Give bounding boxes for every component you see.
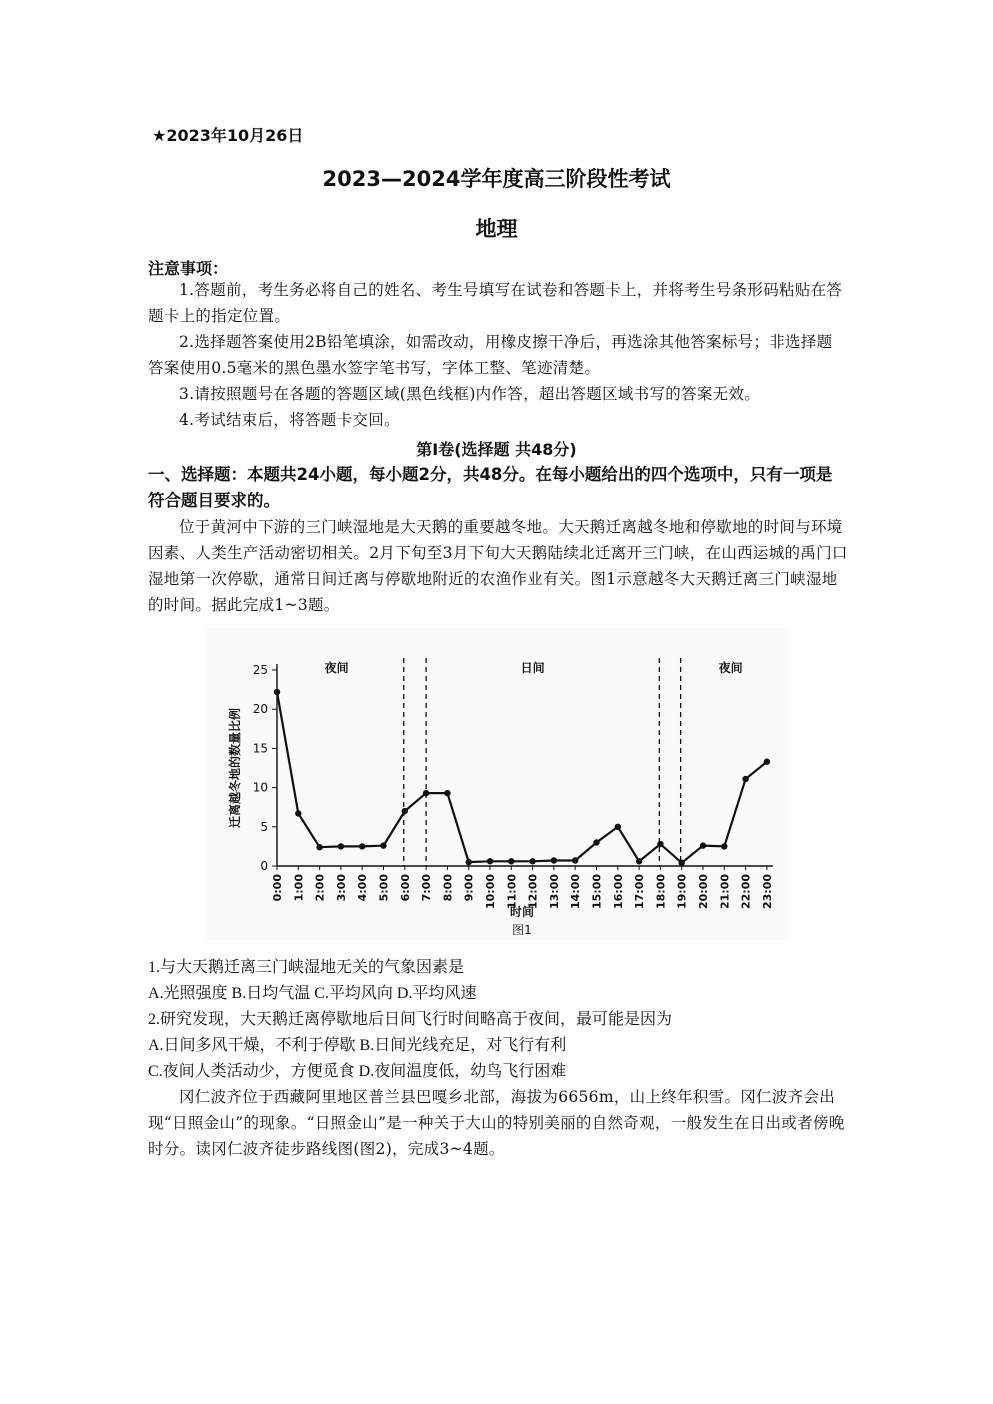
data-point <box>657 841 663 847</box>
x-tick-label: 12:00 <box>526 874 540 910</box>
note-item: 1.答题前，考生务必将自己的姓名、考生号填写在试卷和答题卡上，并将考生号条形码粘贴在答题卡上的指定位置。 <box>148 281 843 325</box>
data-point <box>721 843 727 849</box>
question-stem: 1.与大天鹅迁离三门峡湿地无关的气象因素是 <box>148 959 465 976</box>
figure-caption: 图1 <box>512 923 532 937</box>
data-point <box>615 824 621 830</box>
x-tick-label: 16:00 <box>611 874 625 910</box>
question-options: A.日间多风干燥，不利于停歇 B.日间光线充足，对飞行有利 <box>148 1037 567 1054</box>
period-label: 夜间 <box>324 661 349 675</box>
y-tick-label: 20 <box>252 702 268 717</box>
x-tick-label: 10:00 <box>484 874 497 910</box>
question-2 <box>148 1007 848 1085</box>
data-point <box>636 858 642 864</box>
data-point <box>338 843 344 849</box>
x-tick-label: 8:00 <box>441 874 455 902</box>
x-tick-label: 19:00 <box>675 874 689 910</box>
period-label: 夜间 <box>718 661 743 675</box>
x-tick-label: 22:00 <box>739 874 753 910</box>
data-point <box>316 844 322 850</box>
data-point <box>764 759 770 765</box>
exam-title: 2023—2024学年度高三阶段性考试 <box>322 167 671 191</box>
y-tick-label: 5 <box>260 819 268 834</box>
notes-list <box>148 277 848 433</box>
x-tick-label: 9:00 <box>462 874 476 902</box>
data-point <box>572 857 578 863</box>
note-item: 4.考试结束后，将答题卡交回。 <box>179 411 400 429</box>
exam-date: ★2023年10月26日 <box>152 126 304 145</box>
x-tick-label: 6:00 <box>398 874 412 902</box>
line-chart <box>205 628 790 940</box>
section-description: 一、选择题：本题共24小题，每小题2分，共48分。在每小题给出的四个选项中，只有一项是符合题目要求的。 <box>148 465 833 510</box>
data-point <box>508 858 514 864</box>
y-tick-label: 10 <box>252 780 268 795</box>
x-tick-label: 13:00 <box>547 874 561 910</box>
data-point <box>529 858 535 864</box>
passage-text: 冈仁波齐位于西藏阿里地区普兰县巴嘎乡北部，海拔为6656m，山上终年积雪。冈仁波齐会出现“日照金山”的现象。“日照金山”是一种关于大山的特别美丽的自然奇观，一般发生在日出或者傍晚时分。读冈仁波齐徒步路线图(图2)，完成3~4题。 <box>148 1088 845 1158</box>
data-point <box>466 859 472 865</box>
x-tick-label: 11:00 <box>505 874 519 910</box>
data-point <box>593 839 599 845</box>
y-tick-label: 0 <box>260 859 268 873</box>
data-point <box>380 842 386 848</box>
question-options: C.夜间人类活动少，方便觅食 D.夜间温度低，幼鸟飞行困难 <box>148 1063 567 1080</box>
series-line <box>277 692 767 863</box>
x-tick-label: 15:00 <box>590 874 604 910</box>
data-point <box>551 857 557 863</box>
data-point <box>679 860 685 866</box>
x-tick-label: 3:00 <box>334 874 348 902</box>
data-point <box>402 808 408 814</box>
data-point <box>742 776 748 782</box>
x-axis-label: 时间 <box>509 905 534 919</box>
period-label: 日间 <box>520 661 545 675</box>
x-tick-label: 5:00 <box>377 874 391 902</box>
figure-1 <box>205 628 790 940</box>
data-point <box>487 858 493 864</box>
x-tick-label: 14:00 <box>569 874 583 910</box>
x-tick-label: 23:00 <box>760 874 774 910</box>
data-point <box>444 790 450 796</box>
data-point <box>700 842 706 848</box>
x-tick-label: 17:00 <box>633 874 647 910</box>
y-tick-label: 25 <box>252 663 268 677</box>
passage-1 <box>148 514 848 618</box>
subject-title: 地理 <box>475 217 518 241</box>
y-axis-label: 迁离越冬地的数量比例 <box>228 707 242 829</box>
data-point <box>295 810 301 816</box>
notes-heading: 注意事项： <box>148 259 229 278</box>
x-tick-label: 18:00 <box>654 874 668 910</box>
section-title: 第Ⅰ卷(选择题 共48分) <box>416 440 577 459</box>
data-point <box>359 843 365 849</box>
passage-text: 位于黄河中下游的三门峡湿地是大天鹅的重要越冬地。大天鹅迁离越冬地和停歇地的时间与环境因素、人类生产活动密切相关。2月下旬至3月下旬大天鹅陆续北迁离开三门峡，在山西运城的禹门口湿地第一次停歇，通常日间迁离与停歇地附近的农渔作业有关。图1示意越冬大天鹅迁离三门峡湿地的时间。据此完成1~3题。 <box>148 518 848 614</box>
y-tick-label: 15 <box>252 741 268 756</box>
x-tick-label: 20:00 <box>697 874 710 910</box>
x-tick-label: 1:00 <box>292 874 306 902</box>
note-item: 3.请按照题号在各题的答题区域(黑色线框)内作答，超出答题区域书写的答案无效。 <box>179 385 761 403</box>
x-tick-label: 21:00 <box>718 874 732 910</box>
passage-2 <box>148 1084 848 1162</box>
question-options: A.光照强度 B.日均气温 C.平均风向 D.平均风速 <box>148 985 477 1002</box>
data-point <box>423 790 429 796</box>
question-1 <box>148 955 848 1007</box>
x-tick-label: 7:00 <box>420 874 434 902</box>
note-item: 2.选择题答案使用2B铅笔填涂，如需改动，用橡皮擦干净后，再选涂其他答案标号；非选择题答案使用0.5毫米的黑色墨水签字笔书写，字体工整、笔迹清楚。 <box>148 333 833 377</box>
x-tick-label: 0:00 <box>271 874 284 902</box>
x-tick-label: 2:00 <box>313 874 327 902</box>
x-tick-label: 4:00 <box>356 874 370 902</box>
data-point <box>274 689 280 695</box>
question-stem: 2.研究发现，大天鹅迁离停歇地后日间飞行时间略高于夜间，最可能是因为 <box>148 1011 673 1028</box>
